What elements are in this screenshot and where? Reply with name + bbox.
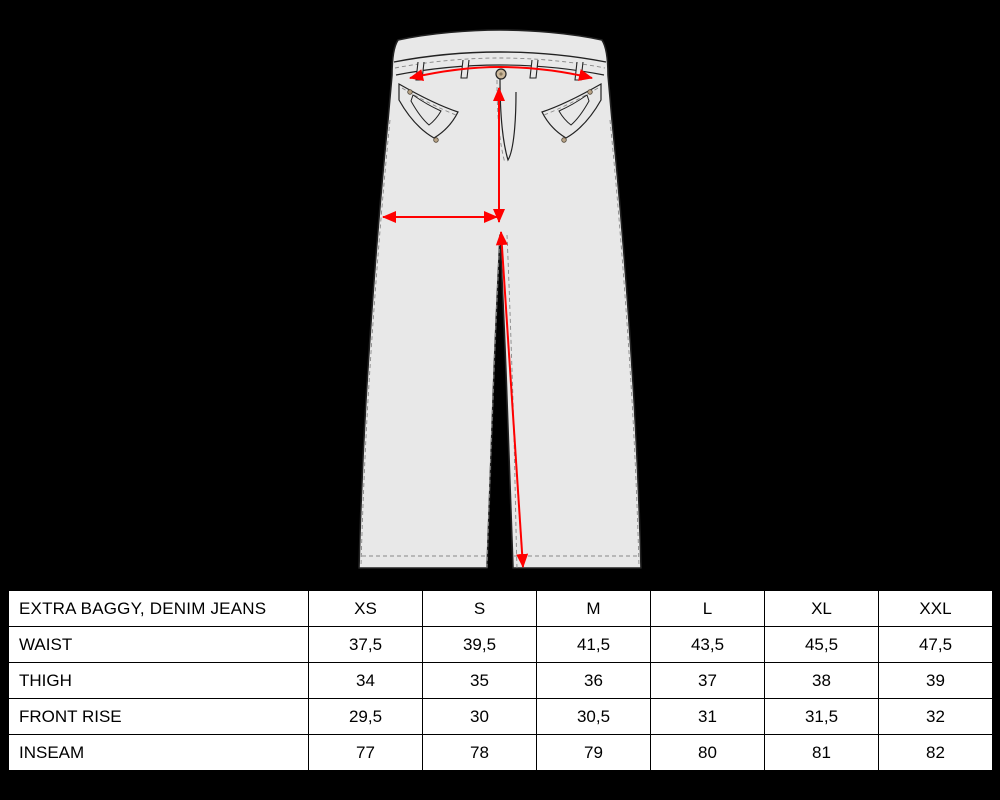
thigh-xl: 38 [765, 663, 879, 699]
front-rise-m: 30,5 [537, 699, 651, 735]
front-rise-l: 31 [651, 699, 765, 735]
size-chart-table [8, 590, 993, 771]
size-header-m: M [537, 591, 651, 627]
front-rise-xl: 31,5 [765, 699, 879, 735]
size-header-xl: XL [765, 591, 879, 627]
front-rise-xxl: 32 [879, 699, 993, 735]
thigh-s: 35 [423, 663, 537, 699]
front-rise-s: 30 [423, 699, 537, 735]
inseam-m: 79 [537, 735, 651, 771]
table-row [9, 627, 993, 663]
size-header-xxl: XXL [879, 591, 993, 627]
table-row [9, 735, 993, 771]
thigh-xxl: 39 [879, 663, 993, 699]
table-row [9, 699, 993, 735]
front-rise-xs: 29,5 [309, 699, 423, 735]
measure-label-front-rise: FRONT RISE [9, 699, 309, 735]
inseam-xs: 77 [309, 735, 423, 771]
thigh-xs: 34 [309, 663, 423, 699]
product-label: EXTRA BAGGY, DENIM JEANS [9, 591, 309, 627]
size-header-s: S [423, 591, 537, 627]
table-header-row [9, 591, 993, 627]
measure-label-inseam: INSEAM [9, 735, 309, 771]
thigh-l: 37 [651, 663, 765, 699]
inseam-s: 78 [423, 735, 537, 771]
waist-m: 41,5 [537, 627, 651, 663]
thigh-m: 36 [537, 663, 651, 699]
inseam-l: 80 [651, 735, 765, 771]
measure-label-thigh: THIGH [9, 663, 309, 699]
table-row [9, 663, 993, 699]
waist-xs: 37,5 [309, 627, 423, 663]
waist-xl: 45,5 [765, 627, 879, 663]
waist-xxl: 47,5 [879, 627, 993, 663]
measure-label-waist: WAIST [9, 627, 309, 663]
size-header-xs: XS [309, 591, 423, 627]
inseam-xxl: 82 [879, 735, 993, 771]
inseam-xl: 81 [765, 735, 879, 771]
waist-s: 39,5 [423, 627, 537, 663]
size-header-l: L [651, 591, 765, 627]
waist-l: 43,5 [651, 627, 765, 663]
